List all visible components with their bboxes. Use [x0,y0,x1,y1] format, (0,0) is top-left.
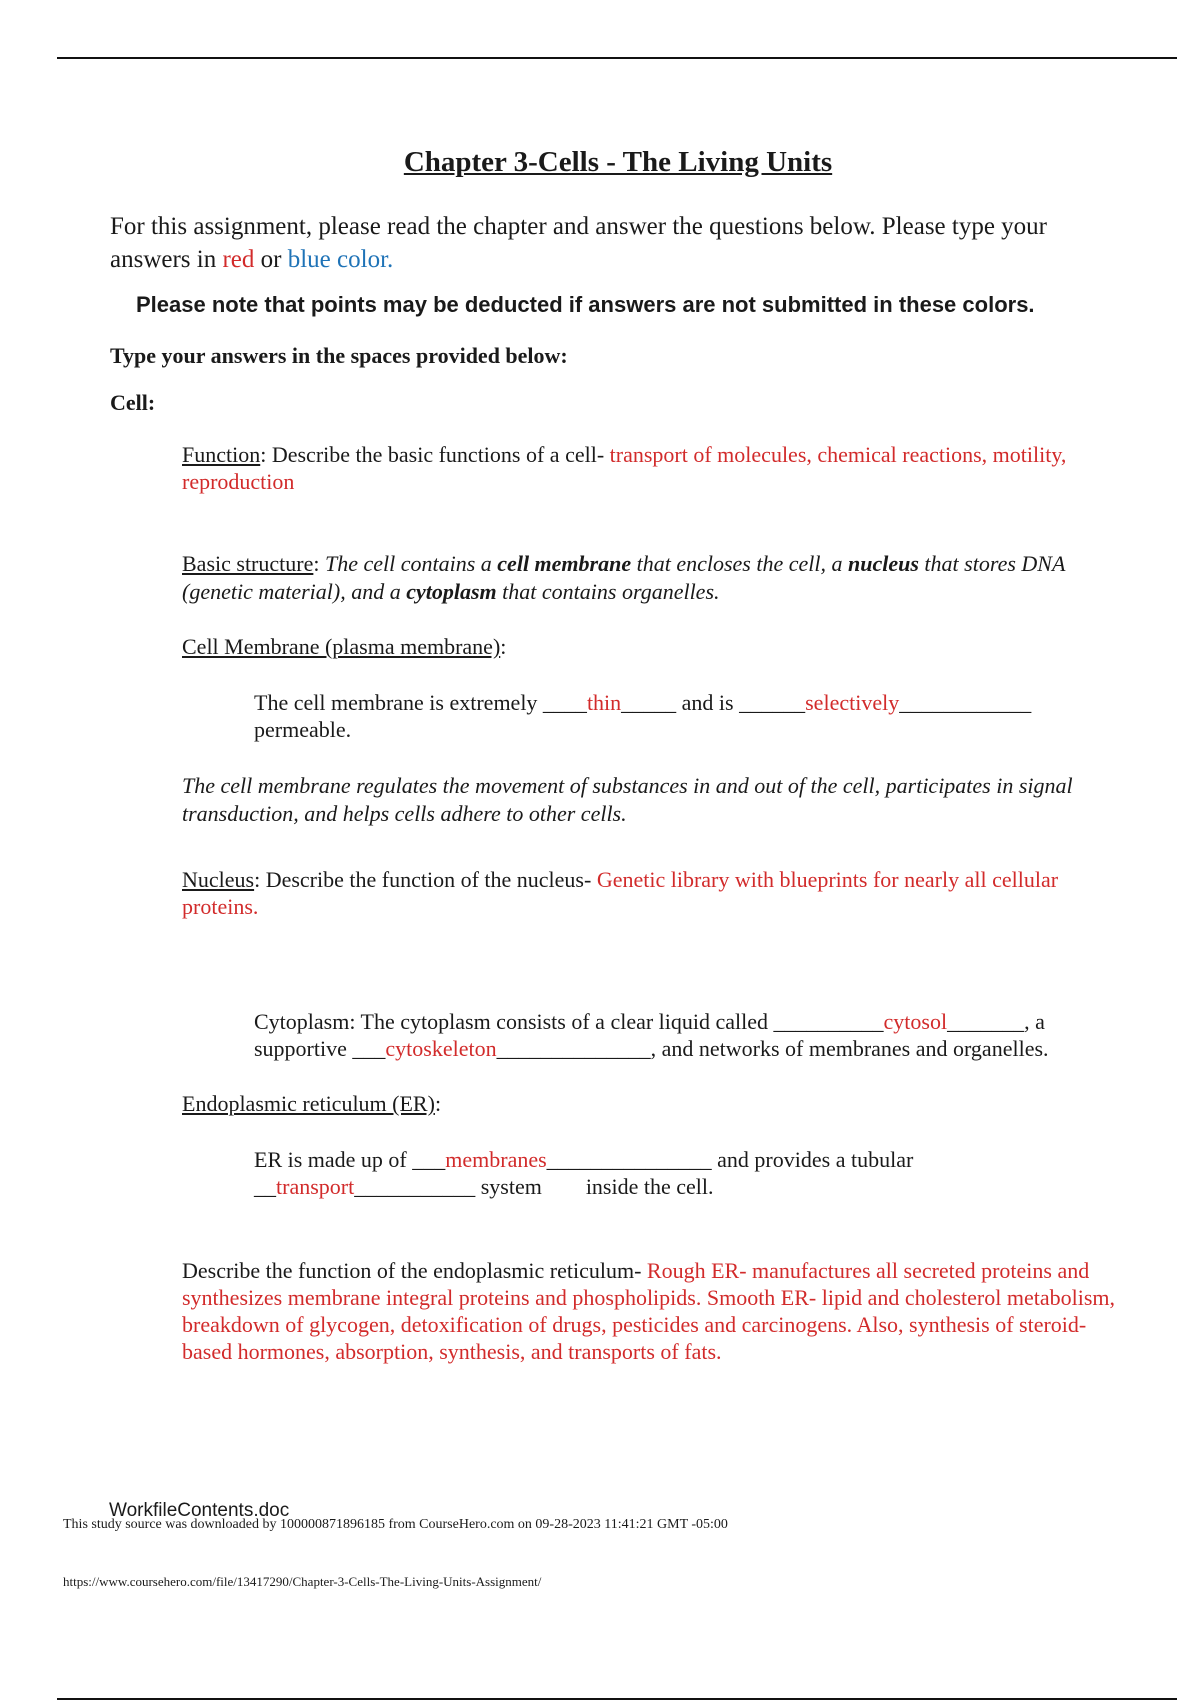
er-function-prompt: Describe the function of the endoplasmic reticulum- [182,1258,647,1283]
membrane-text-2: _____ and is ______ [621,690,806,715]
cell-membrane-heading-colon: : [500,634,507,659]
cell-membrane-fill-in [254,689,1114,743]
basic-structure-text-2: that encloses the cell, a [631,551,848,576]
footer-url[interactable]: https://www.coursehero.com/file/13417290/Chapter-3-Cells-The-Living-Units-Assignment/ [63,1574,542,1589]
function-prompt: : Describe the basic functions of a cell- [260,442,610,467]
color-note: Please note that points may be deducted if answers are not submitted in these colors. [136,292,1035,317]
membrane-answer-selectively[interactable]: selectively [805,690,900,715]
cytoplasm-answer-cytoskeleton[interactable]: cytoskeleton [385,1036,497,1061]
cell-membrane-description: The cell membrane regulates the movement of substances in and out of the cell, participates in signal transduction, and helps cells adhere to other cells. [182,773,1073,826]
er-fill-in [254,1146,1114,1200]
basic-structure-text-3: that stores DNA (genetic material), and a [182,551,1065,604]
membrane-text-3: ____________ permeable. [254,690,1032,742]
basic-structure-term-membrane: cell membrane [497,551,632,576]
basic-structure-text-1: The cell contains a [324,551,498,576]
intro-text: For this assignment, please read the chapter and answer the questions below. Please type your answers in [110,213,1048,273]
membrane-text-1: The cell membrane is extremely ____ [254,690,587,715]
cytoplasm-answer-cytosol[interactable]: cytosol [883,1009,948,1034]
er-function-question [182,1257,1132,1365]
function-label: Function [182,442,261,467]
basic-structure-text-4: that contains organelles. [496,579,720,604]
membrane-answer-thin[interactable]: thin [586,690,622,715]
cell-heading: Cell: [110,390,156,415]
page-title: Chapter 3-Cells - The Living Units [403,146,833,178]
cytoplasm-text-3: ______________, and networks of membranes and organelles. [496,1036,1049,1061]
cell-membrane-heading [182,633,506,660]
nucleus-prompt: : Describe the function of the nucleus- [254,867,597,892]
footer-source-notice: This study source was downloaded by 100000871896185 from CourseHero.com on 09-28-2023 11:41:21 GMT -05:00 [63,1517,728,1532]
er-heading-label: Endoplasmic reticulum (ER) [182,1091,435,1116]
basic-structure-term-cytoplasm: cytoplasm [406,579,497,604]
function-question [182,441,1112,495]
er-text-2: _______________ and provides a tubular __ [254,1147,914,1199]
nucleus-answer[interactable]: Genetic library with blueprints for nearly all cellular proteins. [182,867,1059,919]
intro-red-word: red [222,246,255,273]
er-answer-membranes[interactable]: membranes [445,1147,547,1172]
cytoplasm-text-1: Cytoplasm: The cytoplasm consists of a clear liquid called __________ [254,1009,884,1034]
er-answer-transport[interactable]: transport [276,1174,355,1199]
er-text-1: ER is made up of ___ [254,1147,446,1172]
basic-structure-term-nucleus: nucleus [848,551,919,576]
footer-filename: WorkfileContents.doc [109,1500,290,1521]
er-text-3: ___________ system inside the cell. [354,1174,714,1199]
cytoplasm-text-2: _______, a supportive ___ [254,1009,1045,1061]
nucleus-question [182,866,1132,920]
intro-blue-word: blue color. [287,246,394,273]
er-function-answer[interactable]: Rough ER- manufactures all secreted proteins and synthesizes membrane integral proteins and phospholipids. Smooth ER- lipid and cholesterol metabolism, breakdown of glycogen, detoxification of drugs, pesticides and carcinogens. Also, synthesis of steroid-based hormones, absorption, synthesis, and transports of fats. [182,1258,1116,1364]
basic-structure-label: Basic structure [182,551,314,576]
er-heading [182,1090,441,1117]
basic-structure [182,550,1112,606]
basic-structure-colon: : [313,551,325,576]
cell-membrane-heading-label: Cell Membrane (plasma membrane) [182,634,501,659]
function-answer[interactable]: transport of molecules, chemical reactions, motility, reproduction [182,442,1067,494]
intro-paragraph [110,210,1110,276]
cytoplasm-fill-in [254,1008,1134,1062]
top-rule [57,57,1177,59]
nucleus-label: Nucleus [182,867,255,892]
intro-or-word: or [254,246,288,273]
instructions: Type your answers in the spaces provided below: [110,343,568,368]
er-heading-colon: : [434,1091,442,1116]
